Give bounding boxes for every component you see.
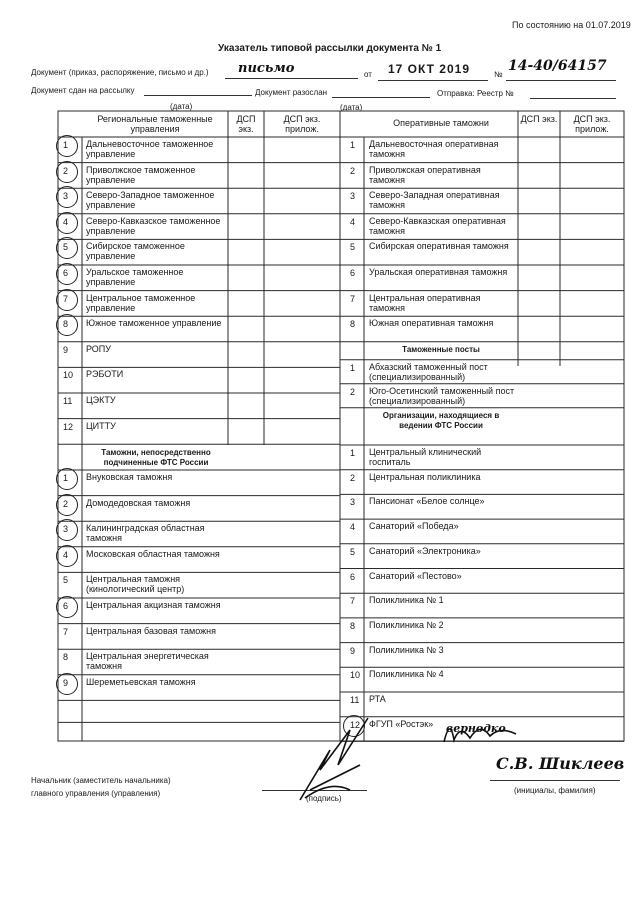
left-row: Приволжское таможенное управление <box>86 164 196 185</box>
right-header-dsp: ДСП экз. <box>520 114 558 124</box>
left-row-circle-mark <box>56 289 78 311</box>
left-header-name: Региональные таможенные управления <box>97 114 213 134</box>
initials-caption: (инициалы, фамилия) <box>514 786 596 795</box>
left-row-number: 10 <box>63 370 74 381</box>
right-org-row: Поликлиника № 1 <box>369 595 444 606</box>
right-row-number: 2 <box>350 165 356 176</box>
left-row: РОПУ <box>86 343 111 354</box>
right-post-row: Юго-Осетинский таможенный пост (специализированный) <box>369 385 515 406</box>
left-row2: Центральная акцизная таможня <box>86 600 221 610</box>
left-row2-number: 1 <box>63 473 69 483</box>
left-row-number: 12 <box>63 421 74 432</box>
left-row-number: 4 <box>63 216 69 227</box>
left-row-number: 6 <box>63 268 69 278</box>
left-row2-number: 5 <box>63 575 69 586</box>
no-label: № <box>494 70 503 79</box>
right-row: Южная оперативная таможня <box>369 318 494 329</box>
page-title: Указатель типовой рассылки документа № 1 <box>218 43 442 54</box>
left-row: ЦИТТУ <box>86 420 116 431</box>
right-row: Центральная оперативная таможня <box>369 292 481 313</box>
left-row2: Калининградская областная таможня <box>86 523 205 544</box>
right-org-row-number: 8 <box>350 620 356 631</box>
left-subheader: Таможни, непосредственно подчиненные ФТС России <box>101 448 211 468</box>
doc-number-handwritten: 14-40/64157 <box>508 58 607 74</box>
left-row: Северо-Кавказское таможенное управление <box>86 215 221 236</box>
left-row2-number: 3 <box>63 524 69 535</box>
right-org-row: ФГУП «Ростэк» <box>369 718 434 729</box>
left-row2: Центральная таможня (кинологический центр) <box>86 574 185 595</box>
status-note: По состоянию на 01.07.2019 <box>512 20 631 30</box>
right-post-row-number: 1 <box>350 362 356 373</box>
right-post-row-number: 2 <box>350 386 356 397</box>
left-row-circle-mark <box>56 212 78 234</box>
left-row2-circle-mark <box>56 468 78 490</box>
right-org-row-number: 7 <box>350 596 356 607</box>
left-row-circle-mark <box>56 161 78 183</box>
left-row: Сибирское таможенное управление <box>86 241 185 262</box>
right-posts-header: Таможенные посты <box>402 344 480 354</box>
right-org-header: Организации, находящиеся в ведении ФТС России <box>382 410 500 430</box>
left-row-circle-mark <box>56 263 78 285</box>
right-row-number: 4 <box>350 216 356 227</box>
right-header-dsp-app: ДСП экз. прилож. <box>573 114 611 134</box>
left-row2: Центральная базовая таможня <box>86 625 216 636</box>
sent-label: Документ разослан <box>255 88 328 97</box>
left-row2-number: 8 <box>63 652 69 663</box>
right-row-number: 3 <box>350 191 356 202</box>
left-row2-circle-mark <box>56 596 78 618</box>
left-row2-number: 4 <box>63 549 69 560</box>
right-org-row-number: 3 <box>350 497 356 508</box>
right-org-row: Центральный клинический госпиталь <box>369 447 482 467</box>
shipment-label: Отправка: Реестр № <box>437 89 514 98</box>
left-row2: Московская областная таможня <box>86 548 220 559</box>
left-row-number: 7 <box>63 293 69 304</box>
signature-mark <box>290 710 380 805</box>
right-org-row-number: 9 <box>350 645 356 656</box>
left-row: Уральское таможенное управление <box>86 267 184 287</box>
right-row-number: 8 <box>350 319 356 330</box>
right-row-number: 7 <box>350 293 356 304</box>
right-org-row: Поликлиника № 4 <box>369 669 444 680</box>
right-org-row-number: 11 <box>350 695 360 705</box>
right-org-row-number: 6 <box>350 571 356 582</box>
right-org-row: Санаторий «Электроника» <box>369 545 481 556</box>
right-row: Дальневосточная оперативная таможня <box>369 139 499 159</box>
handed-label: Документ сдан на рассылку <box>31 86 135 95</box>
right-row: Приволжская оперативная таможня <box>369 164 481 185</box>
right-row: Уральская оперативная таможня <box>369 267 508 277</box>
right-org-row-number: 4 <box>350 522 356 533</box>
left-row: РЭБОТИ <box>86 369 124 380</box>
right-org-row: Центральная поликлиника <box>369 471 481 482</box>
left-row2: Внуковская таможня <box>86 472 173 482</box>
left-row-circle-mark <box>56 135 78 157</box>
right-row: Северо-Кавказская оперативная таможня <box>369 215 506 236</box>
right-row-number: 6 <box>350 268 356 278</box>
right-row: Сибирская оперативная таможня <box>369 241 509 252</box>
left-row: Южное таможенное управление <box>86 318 222 329</box>
right-org-row: РТА <box>369 694 386 704</box>
left-row-number: 5 <box>63 242 69 253</box>
right-org-row: Поликлиника № 3 <box>369 644 444 655</box>
left-row-number: 1 <box>63 140 69 150</box>
left-row2: Домодедовская таможня <box>86 497 191 508</box>
signature-caption: (подпись) <box>306 794 342 803</box>
left-row: Дальневосточное таможенное управление <box>86 139 214 159</box>
left-row: Центральное таможенное управление <box>86 292 196 313</box>
left-row2-circle-mark <box>56 494 78 516</box>
left-row2-circle-mark <box>56 545 78 567</box>
left-row: Северо-Западное таможенное управление <box>86 190 215 211</box>
left-row2-circle-mark <box>56 673 78 695</box>
doc-label: Документ (приказ, распоряжение, письмо и др.) <box>31 68 209 77</box>
left-row-number: 3 <box>63 191 69 202</box>
left-row-number: 8 <box>63 319 69 330</box>
ot-label: от <box>364 70 372 79</box>
right-row-number: 5 <box>350 242 356 253</box>
signer-position-line2: главного управления (управления) <box>31 789 161 798</box>
signer-name-handwritten: С.В. Шиклеев <box>496 754 625 773</box>
right-org-row-number: 10 <box>350 670 361 681</box>
left-header-dsp-app: ДСП экз. прилож. <box>283 114 321 134</box>
right-row: Северо-Западная оперативная таможня <box>369 190 500 211</box>
left-header-dsp: ДСП экз. <box>236 114 256 134</box>
left-row2: Центральная энергетическая таможня <box>86 651 209 672</box>
doc-date-stamp: 17 ОКТ 2019 <box>388 62 470 76</box>
org12-handwritten: вернодко <box>446 722 506 735</box>
org12-scribble <box>440 712 520 752</box>
right-header-name: Оперативные таможни <box>393 118 489 128</box>
left-row2-number: 9 <box>63 677 69 688</box>
left-row2-number: 6 <box>63 601 69 611</box>
right-post-row: Абхазский таможенный пост (специализированный) <box>369 361 488 382</box>
left-row: ЦЭКТУ <box>86 395 116 405</box>
left-row-number: 2 <box>63 165 69 176</box>
right-org-row-number: 12 <box>350 719 361 730</box>
right-org-row: Санаторий «Пестово» <box>369 570 462 581</box>
right-org-row-number: 5 <box>350 546 356 557</box>
right-org-row-number: 2 <box>350 472 356 483</box>
date-label-right: (дата) <box>340 103 363 112</box>
signer-position-line1: Начальник (заместитель начальника) <box>31 776 171 785</box>
right-org-row: Санаторий «Победа» <box>369 521 459 532</box>
right-org-row: Пансионат «Белое солнце» <box>369 496 485 507</box>
left-row-number: 9 <box>63 344 69 355</box>
left-row-number: 11 <box>63 396 73 406</box>
left-row2-number: 2 <box>63 498 69 509</box>
right-org-row: Поликлиника № 2 <box>369 619 444 630</box>
left-row2: Шереметьевская таможня <box>86 676 196 687</box>
left-row2-number: 7 <box>63 626 69 637</box>
doc-type-handwritten: письмо <box>238 61 295 76</box>
right-org-row-number: 1 <box>350 448 356 458</box>
right-row-number: 1 <box>350 140 356 150</box>
date-label-left: (дата) <box>170 102 193 111</box>
